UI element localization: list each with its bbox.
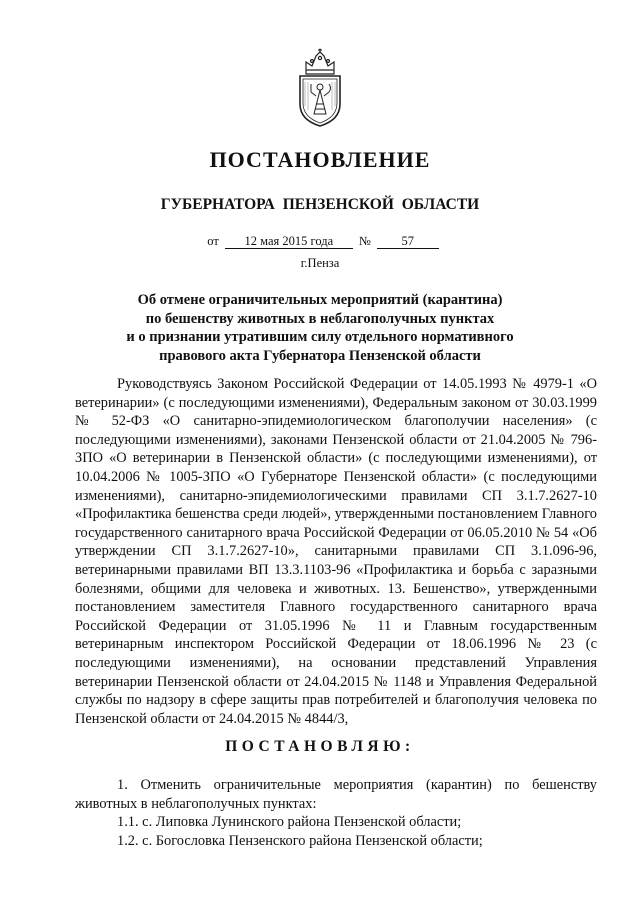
penza-region-coat-of-arms-icon (294, 48, 346, 128)
date-prefix: от (207, 234, 219, 248)
document-title: ПОСТАНОВЛЕНИЕ (209, 147, 431, 172)
decree-word: ПОСТАНОВЛЯЮ: (225, 738, 415, 755)
issuer-title: ГУБЕРНАТОРА ПЕНЗЕНСКОЙ ОБЛАСТИ (160, 196, 480, 213)
document-heading (100, 291, 540, 365)
document-number: 57 (377, 234, 439, 249)
heading-line: правового акта Губернатора Пензенской области (159, 347, 481, 364)
city-label: г.Пенза (300, 256, 340, 270)
item-1-2: 1.2. с. Богословка Пензенского района Пензенской области; (117, 833, 483, 849)
number-prefix: № (358, 234, 371, 248)
heading-line: и о признании утратившим силу отдельного нормативного (126, 329, 514, 345)
item-1: 1. Отменить ограничительные мероприятия (карантин) по бешенству животных в неблагополучных пунктах: (75, 777, 597, 812)
date-number-line (0, 234, 640, 249)
heading-line: по бешенству животных в неблагополучных пунктах (145, 310, 495, 327)
document-date: 12 мая 2015 года (225, 234, 353, 249)
preamble-paragraph: Руководствуясь Законом Российской Федерации от 14.05.1993 № 4979-1 «О ветеринарии» (с последующими изменениями), Федеральным законом от 30.03.1999 № 52-ФЗ «О санитарно-эпидемиологическом благополучии населения» (с последующими изменениями), законами Пензенской области от 21.04.2005 № 796-ЗПО «О ветеринарии в Пензенской области» (с последующими изменениями), от 10.04.2006 № 1005-ЗПО «О Губернаторе Пензенской области» (с последующими изменениями), санитарно-эпидемиологическими правилами СП 3.1.7.2627-10 «Профилактика бешенства среди людей», утвержденными постановлением Главного государственного санитарного врача Российской Федерации от 06.05.2010 № 54 «Об утверждении СП 3.1.7.2627-10», санитарными правилами СП 3.1.096-96, ветеринарными правилами ВП 13.3.1103-96 «Профилактика и борьба с заразными болезнями, общими для человека и животных. 13. Бешенство», утвержденными постановлением заместителя Главного государственного санитарного врача Российской Федерации от 31.05.1996 № 11 и Главным государственным ветеринарным инспектором Российской Федерации от 18.06.1996 № 23 (с последующими изменениями), на основании представлений Управления ветеринарии Пензенской области от 24.04.2015 № 1148 и Управления Федеральной службы по надзору в сфере защиты прав потребителей и благополучия человека по Пензенской области от 24.04.2015 № 4844/3, (75, 376, 597, 727)
item-1-1: 1.1. с. Липовка Лунинского района Пензенской области; (117, 814, 462, 830)
heading-line: Об отмене ограничительных мероприятий (карантина) (137, 292, 503, 308)
